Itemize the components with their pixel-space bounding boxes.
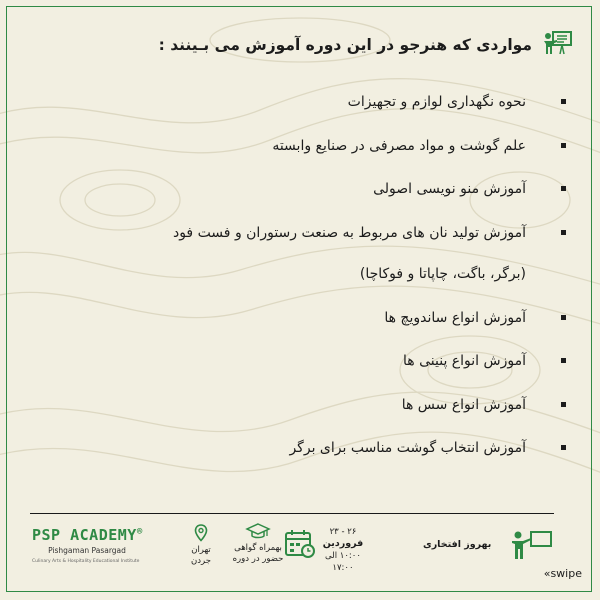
logo-subtitle: Pishgaman Pasargad xyxy=(48,546,126,555)
teacher-board-icon xyxy=(509,528,553,562)
list-item xyxy=(56,308,526,328)
calendar-clock-icon xyxy=(284,528,316,560)
certificate-info xyxy=(226,522,290,565)
registered-mark: ® xyxy=(136,527,143,537)
list-item-text: آموزش انتخاب گوشت مناسب برای برگر xyxy=(289,440,526,456)
list-item-text: آموزش تولید نان های مربوط به صنعت رستوران و فست فود xyxy=(172,224,526,241)
double-chevron-left-icon: « xyxy=(543,567,551,580)
logo-tagline: Culinary Arts & Hospitality Educational Institute xyxy=(32,559,140,564)
footer xyxy=(0,520,600,590)
teacher-name: بهروز افتخاری xyxy=(423,539,492,550)
bullet-marker xyxy=(561,402,566,407)
location-pin-icon xyxy=(194,524,208,542)
list-item-text: آموزش انواع ساندویچ ها xyxy=(384,309,526,326)
list-item xyxy=(56,92,526,112)
swipe-label: swipe xyxy=(550,567,582,580)
date-days: ۲۶ - ۲۳ xyxy=(329,527,357,537)
list-item-text: آموزش منو نویسی اصولی xyxy=(373,181,526,197)
list-item-text: آموزش انواع سس ها xyxy=(401,396,526,413)
date-time: ۱۰:۰۰ الی ۱۷:۰۰ xyxy=(325,551,361,573)
list-item xyxy=(56,179,526,199)
bullet-marker xyxy=(561,186,566,191)
logo-title xyxy=(32,526,162,544)
course-topics-list xyxy=(56,92,526,482)
date-info xyxy=(318,526,368,574)
list-item-text: آموزش انواع پنینی ها xyxy=(403,353,526,369)
bullet-marker xyxy=(561,445,566,450)
presentation-board-icon xyxy=(540,28,574,62)
bullet-marker xyxy=(561,358,566,363)
bullet-marker xyxy=(561,230,566,235)
bullet-marker xyxy=(561,143,566,148)
certificate-line2: حضور در دوره xyxy=(232,554,284,564)
list-item-text: (برگر، باگت، چاپاتا و فوکاچا) xyxy=(359,266,526,282)
footer-divider xyxy=(30,513,554,514)
list-item-text: نحوه نگهداری لوازم و تجهیزات xyxy=(347,94,526,110)
logo-title-text: PSP ACADEMY xyxy=(32,526,137,544)
list-item xyxy=(56,223,526,243)
page-title: مواردی که هنرجو در این دوره آموزش می بـینند : xyxy=(158,36,532,54)
bullet-marker xyxy=(561,315,566,320)
psp-academy-logo xyxy=(32,526,162,564)
date-month: فروردین xyxy=(322,538,364,549)
list-item xyxy=(56,438,526,458)
list-item xyxy=(56,136,526,156)
bullet-marker xyxy=(561,99,566,104)
header xyxy=(94,28,574,62)
list-item-text: علم گوشت و مواد مصرفی در صنایع وابسته xyxy=(272,137,526,154)
swipe-hint[interactable] xyxy=(544,567,582,580)
list-item xyxy=(56,351,526,371)
teacher-info xyxy=(423,526,553,574)
list-item xyxy=(56,395,526,415)
location-info xyxy=(176,524,226,567)
certificate-line1: بهمراه گواهی xyxy=(234,543,282,553)
location-line2: جردن xyxy=(191,556,211,566)
list-item-continuation xyxy=(56,264,526,284)
location-line1: تهران xyxy=(191,545,211,555)
graduation-cap-icon xyxy=(245,522,271,540)
